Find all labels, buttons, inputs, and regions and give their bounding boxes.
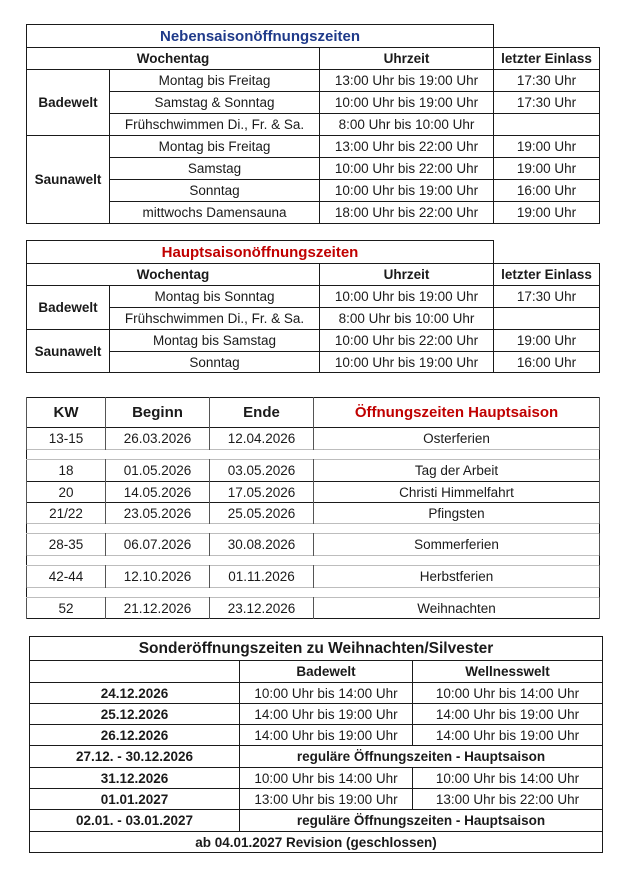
beginn-cell: 26.03.2026 <box>106 428 210 450</box>
merged-cell: reguläre Öffnungszeiten - Hauptsaison <box>240 810 603 832</box>
uhrzeit-cell: 13:00 Uhr bis 22:00 Uhr <box>320 136 494 158</box>
kw-cell: 13-15 <box>27 428 106 450</box>
beginn-cell: 14.05.2026 <box>106 482 210 503</box>
header-ende: Ende <box>210 398 314 428</box>
table-row <box>30 768 603 789</box>
beginn-cell: 21.12.2026 <box>106 598 210 619</box>
kw-cell: 20 <box>27 482 106 503</box>
uhrzeit-cell: 10:00 Uhr bis 19:00 Uhr <box>320 180 494 202</box>
hauptsaison-termine-table <box>26 397 600 619</box>
anlass-cell: Osterferien <box>314 428 600 450</box>
wochentag-cell: Samstag & Sonntag <box>110 92 320 114</box>
uhrzeit-cell: 13:00 Uhr bis 19:00 Uhr <box>320 70 494 92</box>
table-row <box>27 503 600 524</box>
table-row <box>30 683 603 704</box>
wochentag-cell: mittwochs Damensauna <box>110 202 320 224</box>
beginn-cell: 23.05.2026 <box>106 503 210 524</box>
einlass-cell: 16:00 Uhr <box>494 180 600 202</box>
kw-cell: 42-44 <box>27 566 106 588</box>
header-wochentag: Wochentag <box>27 264 320 286</box>
table-row <box>30 789 603 810</box>
nebensaison-table <box>26 24 600 224</box>
table-row <box>27 460 600 482</box>
badewelt-cell: 14:00 Uhr bis 19:00 Uhr <box>240 725 413 746</box>
uhrzeit-cell: 10:00 Uhr bis 19:00 Uhr <box>320 286 494 308</box>
header-wochentag: Wochentag <box>27 48 320 70</box>
wellnesswelt-cell: 13:00 Uhr bis 22:00 Uhr <box>413 789 603 810</box>
wellnesswelt-cell: 14:00 Uhr bis 19:00 Uhr <box>413 725 603 746</box>
ende-cell: 01.11.2026 <box>210 566 314 588</box>
ende-cell: 03.05.2026 <box>210 460 314 482</box>
spacer-row <box>27 524 600 534</box>
einlass-cell: 16:00 Uhr <box>494 352 600 373</box>
table-row <box>30 746 603 768</box>
uhrzeit-cell: 8:00 Uhr bis 10:00 Uhr <box>320 114 494 136</box>
hauptsaison-title: Hauptsaisonöffnungszeiten <box>27 241 494 264</box>
datum-cell: 31.12.2026 <box>30 768 240 789</box>
table-row <box>30 810 603 832</box>
datum-cell: 01.01.2027 <box>30 789 240 810</box>
badewelt-cell: 14:00 Uhr bis 19:00 Uhr <box>240 704 413 725</box>
ende-cell: 30.08.2026 <box>210 534 314 556</box>
beginn-cell: 01.05.2026 <box>106 460 210 482</box>
beginn-cell: 06.07.2026 <box>106 534 210 556</box>
ende-cell: 25.05.2026 <box>210 503 314 524</box>
anlass-cell: Herbstferien <box>314 566 600 588</box>
group-saunawelt: Saunawelt <box>27 136 110 224</box>
einlass-cell <box>494 114 600 136</box>
header-wellnesswelt: Wellnesswelt <box>413 661 603 683</box>
revision-footer: ab 04.01.2027 Revision (geschlossen) <box>30 832 603 853</box>
merged-cell: reguläre Öffnungszeiten - Hauptsaison <box>240 746 603 768</box>
wellnesswelt-cell: 10:00 Uhr bis 14:00 Uhr <box>413 768 603 789</box>
table-row <box>27 428 600 450</box>
kw-cell: 52 <box>27 598 106 619</box>
header-beginn: Beginn <box>106 398 210 428</box>
datum-cell: 02.01. - 03.01.2027 <box>30 810 240 832</box>
header-letzter-einlass: letzter Einlass <box>494 48 600 70</box>
anlass-cell: Tag der Arbeit <box>314 460 600 482</box>
wochentag-cell: Sonntag <box>110 352 320 373</box>
uhrzeit-cell: 10:00 Uhr bis 22:00 Uhr <box>320 158 494 180</box>
einlass-cell <box>494 308 600 330</box>
spacer-row <box>27 450 600 460</box>
sonderoeffnungszeiten-table <box>29 636 603 853</box>
datum-cell: 25.12.2026 <box>30 704 240 725</box>
sonder-title: Sonderöffnungszeiten zu Weihnachten/Silvester <box>30 637 603 661</box>
einlass-cell: 17:30 Uhr <box>494 70 600 92</box>
wellnesswelt-cell: 14:00 Uhr bis 19:00 Uhr <box>413 704 603 725</box>
table-row <box>27 482 600 503</box>
nebensaison-title: Nebensaisonöffnungszeiten <box>27 25 494 48</box>
empty-cell <box>494 25 600 48</box>
header-datum <box>30 661 240 683</box>
wochentag-cell: Sonntag <box>110 180 320 202</box>
einlass-cell: 19:00 Uhr <box>494 202 600 224</box>
group-badewelt: Badewelt <box>27 70 110 136</box>
beginn-cell: 12.10.2026 <box>106 566 210 588</box>
spacer-row <box>27 556 600 566</box>
header-uhrzeit: Uhrzeit <box>320 48 494 70</box>
ende-cell: 23.12.2026 <box>210 598 314 619</box>
header-uhrzeit: Uhrzeit <box>320 264 494 286</box>
anlass-cell: Sommerferien <box>314 534 600 556</box>
table-row <box>27 566 600 588</box>
badewelt-cell: 10:00 Uhr bis 14:00 Uhr <box>240 683 413 704</box>
anlass-cell: Christi Himmelfahrt <box>314 482 600 503</box>
uhrzeit-cell: 10:00 Uhr bis 19:00 Uhr <box>320 92 494 114</box>
wochentag-cell: Frühschwimmen Di., Fr. & Sa. <box>110 308 320 330</box>
group-saunawelt: Saunawelt <box>27 330 110 373</box>
wochentag-cell: Samstag <box>110 158 320 180</box>
einlass-cell: 19:00 Uhr <box>494 136 600 158</box>
header-letzter-einlass: letzter Einlass <box>494 264 600 286</box>
ende-cell: 12.04.2026 <box>210 428 314 450</box>
uhrzeit-cell: 18:00 Uhr bis 22:00 Uhr <box>320 202 494 224</box>
wochentag-cell: Montag bis Freitag <box>110 70 320 92</box>
datum-cell: 24.12.2026 <box>30 683 240 704</box>
header-badewelt: Badewelt <box>240 661 413 683</box>
badewelt-cell: 10:00 Uhr bis 14:00 Uhr <box>240 768 413 789</box>
wochentag-cell: Montag bis Samstag <box>110 330 320 352</box>
table-row <box>30 704 603 725</box>
anlass-cell: Pfingsten <box>314 503 600 524</box>
uhrzeit-cell: 10:00 Uhr bis 22:00 Uhr <box>320 330 494 352</box>
hauptsaison-table <box>26 240 600 373</box>
table-row <box>30 725 603 746</box>
anlass-cell: Weihnachten <box>314 598 600 619</box>
kw-cell: 21/22 <box>27 503 106 524</box>
badewelt-cell: 13:00 Uhr bis 19:00 Uhr <box>240 789 413 810</box>
wellnesswelt-cell: 10:00 Uhr bis 14:00 Uhr <box>413 683 603 704</box>
einlass-cell: 17:30 Uhr <box>494 92 600 114</box>
einlass-cell: 19:00 Uhr <box>494 158 600 180</box>
einlass-cell: 19:00 Uhr <box>494 330 600 352</box>
datum-cell: 27.12. - 30.12.2026 <box>30 746 240 768</box>
kw-cell: 28-35 <box>27 534 106 556</box>
empty-cell <box>494 241 600 264</box>
kw-cell: 18 <box>27 460 106 482</box>
uhrzeit-cell: 10:00 Uhr bis 19:00 Uhr <box>320 352 494 373</box>
group-badewelt: Badewelt <box>27 286 110 330</box>
einlass-cell: 17:30 Uhr <box>494 286 600 308</box>
table-row <box>27 534 600 556</box>
header-kw: KW <box>27 398 106 428</box>
header-anlass: Öffnungszeiten Hauptsaison <box>314 398 600 428</box>
spacer-row <box>27 588 600 598</box>
wochentag-cell: Frühschwimmen Di., Fr. & Sa. <box>110 114 320 136</box>
table-row <box>27 598 600 619</box>
ende-cell: 17.05.2026 <box>210 482 314 503</box>
uhrzeit-cell: 8:00 Uhr bis 10:00 Uhr <box>320 308 494 330</box>
wochentag-cell: Montag bis Sonntag <box>110 286 320 308</box>
wochentag-cell: Montag bis Freitag <box>110 136 320 158</box>
datum-cell: 26.12.2026 <box>30 725 240 746</box>
